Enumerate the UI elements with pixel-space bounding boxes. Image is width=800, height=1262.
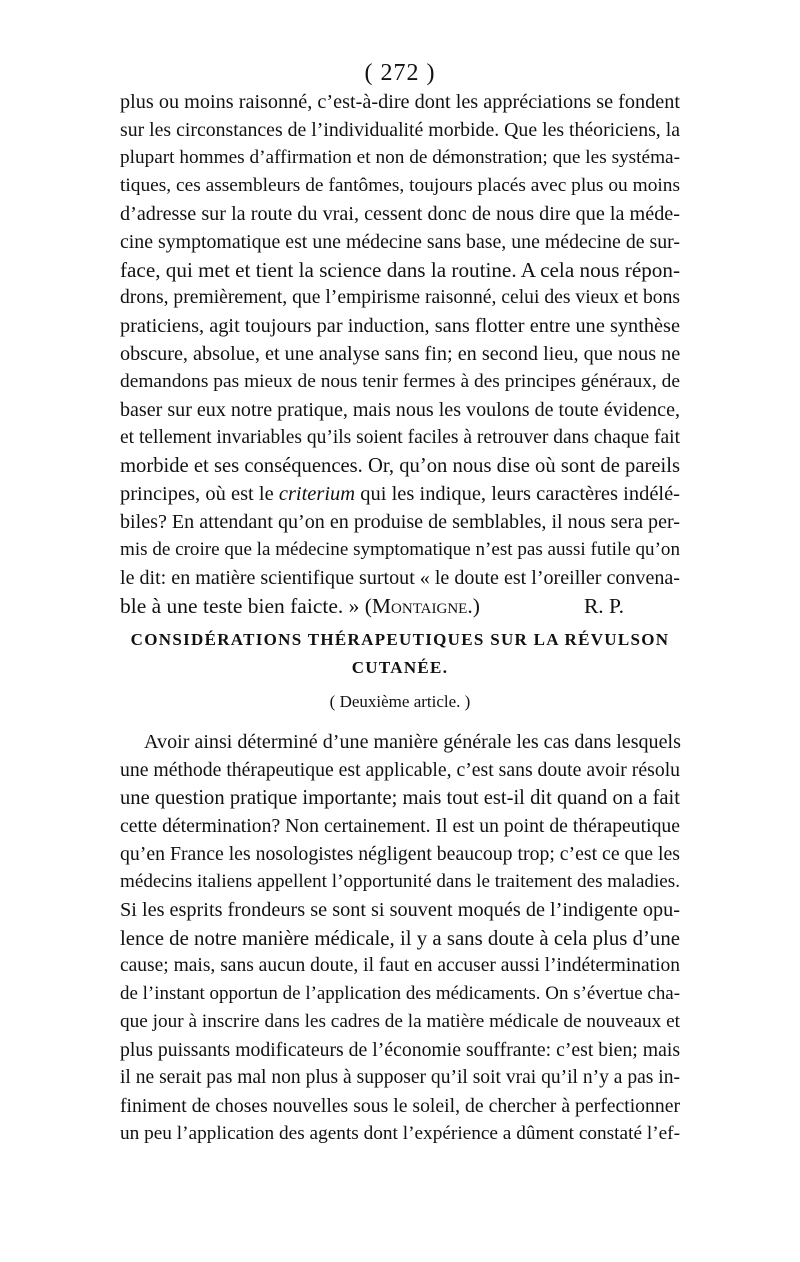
text-line: qu’en France les nosologistes négligent beaucoup trop; c’est ce que les bbox=[120, 843, 680, 865]
text-line: cause; mais, sans aucun doute, il faut en accuser aussi l’indétermination bbox=[120, 955, 680, 976]
text-line: drons, premièrement, que l’empirisme raisonné, celui des vieux et bons bbox=[120, 287, 680, 308]
signature: R. P. bbox=[583, 594, 624, 618]
closing-line bbox=[120, 592, 680, 620]
text-line: mis de croire que la médecine symptomatique n’est pas aussi futile qu’on bbox=[120, 539, 681, 560]
text-line: Avoir ainsi déterminé d’une manière générale les cas dans lesquels bbox=[144, 731, 681, 753]
text-line: une question pratique importante; mais tout est-il dit quand on a fait bbox=[120, 787, 680, 809]
text-line: baser sur eux notre pratique, mais nous les voulons de toute évidence, bbox=[120, 399, 680, 421]
article-subheading: ( Deuxième article. ) bbox=[329, 692, 471, 711]
heading-line: CUTANÉE. bbox=[351, 658, 449, 677]
heading-line: CONSIDÉRATIONS THÉRAPEUTIQUES SUR LA RÉVULSON bbox=[130, 630, 670, 649]
text-line: obscure, absolue, et une analyse sans fin; en second lieu, que nous ne bbox=[120, 343, 681, 365]
text-line bbox=[120, 480, 680, 508]
text-line: cine symptomatique est une médecine sans base, une médecine de sur- bbox=[120, 231, 680, 253]
text-line: il ne serait pas mal non plus à supposer qu’il soit vrai qu’il n’y a pas in- bbox=[120, 1067, 680, 1088]
text-line: d’adresse sur la route du vrai, cessent donc de nous dire que la méde- bbox=[120, 203, 680, 225]
paragraph-continued bbox=[120, 88, 680, 620]
text-line: sur les circonstances de l’individualité morbide. Que les théoriciens, la bbox=[120, 119, 680, 141]
text-line: demandons pas mieux de nous tenir fermes à des principes généraux, de bbox=[120, 371, 680, 392]
text-line: lence de notre manière médicale, il y a sans doute à cela plus d’une bbox=[120, 926, 680, 950]
text-line: biles? En attendant qu’on en produise de semblables, il nous sera per- bbox=[120, 511, 680, 533]
closing-text bbox=[120, 592, 480, 620]
section-heading bbox=[120, 626, 680, 682]
text-line: plus puissants modificateurs de l’économie souffrante: c’est bien; mais bbox=[120, 1039, 680, 1061]
text-line: médecins italiens appellent l’opportunité dans le traitement des maladies. bbox=[120, 871, 680, 892]
page-number: ( 272 ) bbox=[364, 60, 436, 86]
text-line: un peu l’application des agents dont l’expérience a dûment constaté l’ef- bbox=[120, 1123, 681, 1144]
text-line: de l’instant opportun de l’application des médicaments. On s’évertue cha- bbox=[120, 983, 680, 1004]
italic-term: criterium bbox=[278, 483, 356, 505]
text-fragment: ble à une teste bien faicte. » ( bbox=[120, 594, 372, 618]
paragraph-main bbox=[120, 728, 680, 1148]
text-fragment: .) bbox=[467, 594, 480, 618]
text-line: tiques, ces assembleurs de fantômes, toujours placés avec plus ou moins bbox=[120, 175, 680, 196]
text-line: et tellement invariables qu’ils soient faciles à retrouver dans chaque fait bbox=[120, 427, 680, 448]
text-fragment: qui les indique, leurs caractères indélé- bbox=[355, 483, 680, 505]
text-line: cette détermination? Non certainement. Il est un point de thérapeutique bbox=[120, 815, 680, 837]
text-line: finiment de choses nouvelles sous le soleil, de chercher à perfectionner bbox=[120, 1095, 680, 1117]
text-line: Si les esprits frondeurs se sont si souvent moqués de l’indigente opu- bbox=[120, 899, 681, 921]
text-line: le dit: en matière scientifique surtout « le doute est l’oreiller convena- bbox=[120, 567, 680, 589]
text-line: morbide et ses conséquences. Or, qu’on nous dise où sont de pareils bbox=[120, 455, 680, 477]
text-line: que jour à inscrire dans les cadres de la matière médicale de nouveaux et bbox=[120, 1011, 680, 1032]
text-line: face, qui met et tient la science dans la routine. A cela nous répon- bbox=[120, 258, 680, 282]
text-line: une méthode thérapeutique est applicable, c’est sans doute avoir résolu bbox=[120, 759, 681, 781]
text-line: praticiens, agit toujours par induction, sans flotter entre une synthèse bbox=[120, 315, 680, 337]
text-fragment: principes, où est le bbox=[120, 483, 279, 505]
author-name: Montaigne bbox=[371, 594, 468, 618]
text-line: plus ou moins raisonné, c’est-à-dire dont les appréciations se fondent bbox=[120, 91, 680, 113]
text-line: plupart hommes d’affirmation et non de démonstration; que les systéma- bbox=[120, 147, 680, 168]
